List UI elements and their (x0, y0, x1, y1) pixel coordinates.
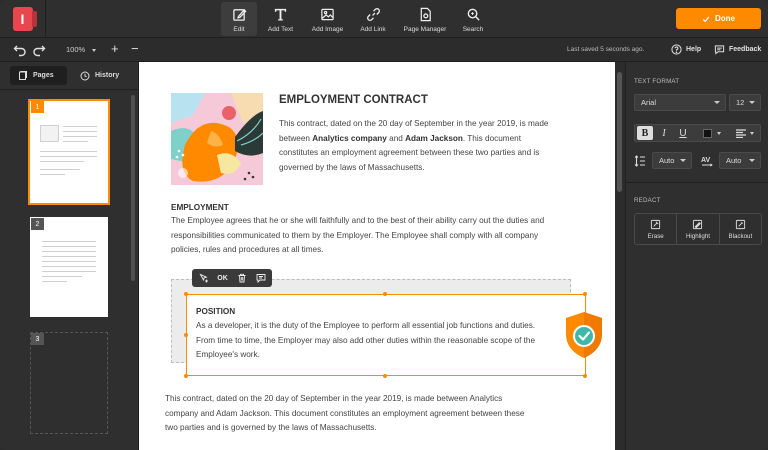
properties-panel (625, 62, 768, 450)
intro-text-start: This contract, dated on the 20 day of September in the year 2019, is made between (279, 119, 549, 143)
thumbnail-line (42, 251, 96, 252)
image-icon (320, 7, 335, 22)
check-icon (702, 15, 710, 23)
page-number-badge: 1 (31, 101, 44, 113)
text-style-group (634, 124, 761, 142)
pages-scrollbar[interactable] (131, 95, 135, 281)
page-manager-tool-label: Page Manager (403, 26, 447, 33)
employment-paragraph[interactable]: The Employee agrees that he or she will faithfully and to the best of their ability carry out the duties and responsibilities communicated to them by the Employer. The Employee shall comply with all company policies, rules and procedures at all times. (171, 216, 545, 255)
thumbnail-line (40, 161, 84, 162)
font-size-value: 12 (736, 98, 745, 107)
add-link-tool-button[interactable] (351, 2, 395, 36)
add-image-tool-button[interactable] (304, 2, 351, 36)
tool-group (221, 2, 491, 36)
zoom-value: 100% (66, 45, 86, 54)
italic-button[interactable]: I (662, 127, 666, 139)
text-align-select[interactable] (731, 125, 759, 141)
employment-heading[interactable]: EMPLOYMENT (171, 203, 229, 212)
chevron-down-icon (714, 101, 720, 104)
add-text-tool-button[interactable] (257, 2, 304, 36)
intro-text-end: . This document constitutes an employment agreement between these two parties and is governed by the laws of Massachusetts. (279, 133, 540, 172)
highlight-icon (692, 219, 703, 230)
align-left-icon (736, 129, 746, 138)
thumbnail-line (42, 246, 96, 247)
blackout-icon (735, 219, 746, 230)
thumbnail-line (40, 151, 97, 152)
thumbnail-line (63, 136, 97, 137)
thumbnail-line (40, 169, 80, 170)
letter-spacing-select[interactable] (719, 152, 761, 169)
intro-paragraph[interactable] (279, 117, 551, 175)
highlight-button[interactable] (677, 214, 719, 244)
zoom-select[interactable] (66, 45, 96, 54)
thumbnail-line (42, 271, 96, 272)
resize-handle[interactable] (184, 333, 188, 337)
intro-and: and (386, 133, 406, 143)
svg-text:AV: AV (701, 157, 711, 164)
save-status: Last saved 5 seconds ago. (567, 46, 645, 53)
footer-paragraph[interactable]: This contract, dated on the 20 day of September in the year 2019, is made between Analytics company and Adam Jackson. This document constitutes an employment agreement between these two parties and is governed by the laws of Massachusetts. (165, 394, 525, 433)
resize-handle[interactable] (583, 374, 587, 378)
text-icon (273, 7, 288, 22)
secondary-toolbar (0, 38, 768, 62)
page-manager-icon (418, 7, 433, 22)
text-format-label: TEXT FORMAT (634, 78, 680, 85)
chevron-down-icon (750, 132, 754, 135)
edit-tool-button[interactable] (221, 2, 257, 36)
font-family-select[interactable] (634, 94, 726, 111)
redact-label: REDACT (634, 197, 661, 204)
comment-button[interactable] (252, 271, 269, 285)
company-name: Analytics company (312, 133, 387, 143)
delete-button[interactable] (233, 271, 250, 285)
zoom-in-button[interactable]: + (111, 41, 119, 56)
thumbnail-line (40, 156, 97, 157)
document-page[interactable] (139, 62, 615, 450)
tab-pages-label: Pages (33, 72, 54, 79)
comment-icon (256, 273, 266, 283)
line-spacing-value: Auto (659, 156, 675, 165)
pages-icon (18, 71, 28, 81)
zoom-out-button[interactable]: − (131, 41, 139, 56)
move-button[interactable] (195, 271, 212, 285)
add-image-tool-label: Add Image (311, 26, 344, 33)
add-link-tool-label: Add Link (360, 26, 386, 33)
add-text-tool-label: Add Text (267, 26, 294, 33)
page-manager-tool-button[interactable] (395, 2, 455, 36)
thumbnail-line (42, 256, 96, 257)
resize-handle[interactable] (583, 292, 587, 296)
redo-icon[interactable] (32, 43, 46, 57)
tab-history[interactable] (72, 66, 132, 85)
search-tool-button[interactable] (455, 2, 491, 36)
panel-divider (626, 182, 768, 183)
letter-spacing-value: Auto (726, 156, 742, 165)
blackout-button[interactable] (720, 214, 761, 244)
trash-icon (237, 273, 247, 283)
highlight-label: Highlight (685, 232, 711, 240)
color-swatch (703, 129, 712, 138)
thumbnail-line (40, 174, 65, 175)
done-button-label: Done (715, 14, 735, 23)
search-tool-label: Search (462, 26, 484, 33)
position-paragraph[interactable]: As a developer, it is the duty of the Employee to perform all essential job functions and duties. From time to time, the Employer may also add other duties within the reasonable scope of the Employee's work. (196, 321, 536, 360)
document-viewport (139, 62, 625, 450)
selection-toolbar (192, 269, 272, 287)
feedback-icon (714, 44, 725, 55)
move-icon (199, 273, 209, 283)
page-thumbnail-3[interactable] (30, 332, 108, 434)
thumbnail-line (63, 131, 97, 132)
line-spacing-icon (634, 155, 646, 167)
help-icon (671, 44, 682, 55)
pages-panel (0, 62, 139, 450)
document-scrollbar[interactable] (617, 72, 622, 192)
top-toolbar (0, 0, 768, 38)
page-number-badge: 3 (31, 333, 44, 345)
chevron-down-icon (680, 159, 686, 162)
tab-divider (0, 89, 139, 90)
help-button[interactable] (671, 44, 701, 55)
redact-group (634, 213, 762, 245)
edit-tool-label: Edit (233, 26, 245, 33)
done-button[interactable] (676, 8, 761, 29)
chevron-down-icon (749, 159, 755, 162)
chevron-down-icon (92, 49, 96, 52)
underline-button[interactable]: U (679, 127, 687, 139)
feedback-label: Feedback (729, 46, 762, 53)
page-number-badge: 2 (31, 218, 44, 230)
document-title[interactable]: EMPLOYMENT CONTRACT (279, 94, 428, 106)
chevron-down-icon (717, 132, 721, 135)
app-logo[interactable] (0, 0, 46, 38)
position-heading[interactable]: POSITION (196, 307, 236, 316)
edit-icon (232, 7, 247, 22)
history-icon (80, 71, 90, 81)
resize-handle[interactable] (383, 292, 387, 296)
erase-button[interactable] (635, 214, 677, 244)
font-family-value: Arial (641, 98, 657, 107)
person-name: Adam Jackson (405, 133, 463, 143)
erase-label: Erase (647, 232, 664, 240)
feedback-button[interactable] (714, 44, 761, 55)
logo-icon: I (13, 7, 33, 31)
thumbnail-line (42, 281, 67, 282)
text-color-picker[interactable] (697, 125, 727, 141)
page-thumbnail-2[interactable] (30, 217, 108, 317)
erase-icon (650, 219, 661, 230)
thumbnail-line (63, 141, 88, 142)
contract-illustration (171, 93, 263, 185)
search-icon (466, 7, 481, 22)
tab-pages[interactable] (10, 66, 67, 85)
page-thumbnail-1[interactable] (30, 101, 108, 203)
thumbnail-line (63, 126, 97, 127)
selected-text-block[interactable] (186, 294, 586, 376)
resize-handle[interactable] (383, 374, 387, 378)
thumbnail-line (42, 261, 96, 262)
ok-button[interactable]: OK (217, 274, 228, 282)
chevron-down-icon (749, 101, 755, 104)
letter-spacing-icon (701, 155, 713, 167)
tab-history-label: History (95, 72, 120, 79)
help-label: Help (686, 46, 702, 53)
bold-button[interactable]: B (637, 126, 653, 140)
resize-handle[interactable] (184, 292, 188, 296)
font-size-select[interactable] (729, 94, 761, 111)
line-spacing-select[interactable] (652, 152, 692, 169)
thumbnail-line (42, 241, 96, 242)
thumbnail-line (42, 276, 82, 277)
thumbnail-image (40, 125, 59, 142)
undo-icon[interactable] (13, 43, 27, 57)
resize-handle[interactable] (184, 374, 188, 378)
thumbnail-line (42, 266, 96, 267)
shield-check-icon (562, 310, 606, 360)
blackout-label: Blackout (728, 232, 753, 240)
link-icon (366, 7, 381, 22)
